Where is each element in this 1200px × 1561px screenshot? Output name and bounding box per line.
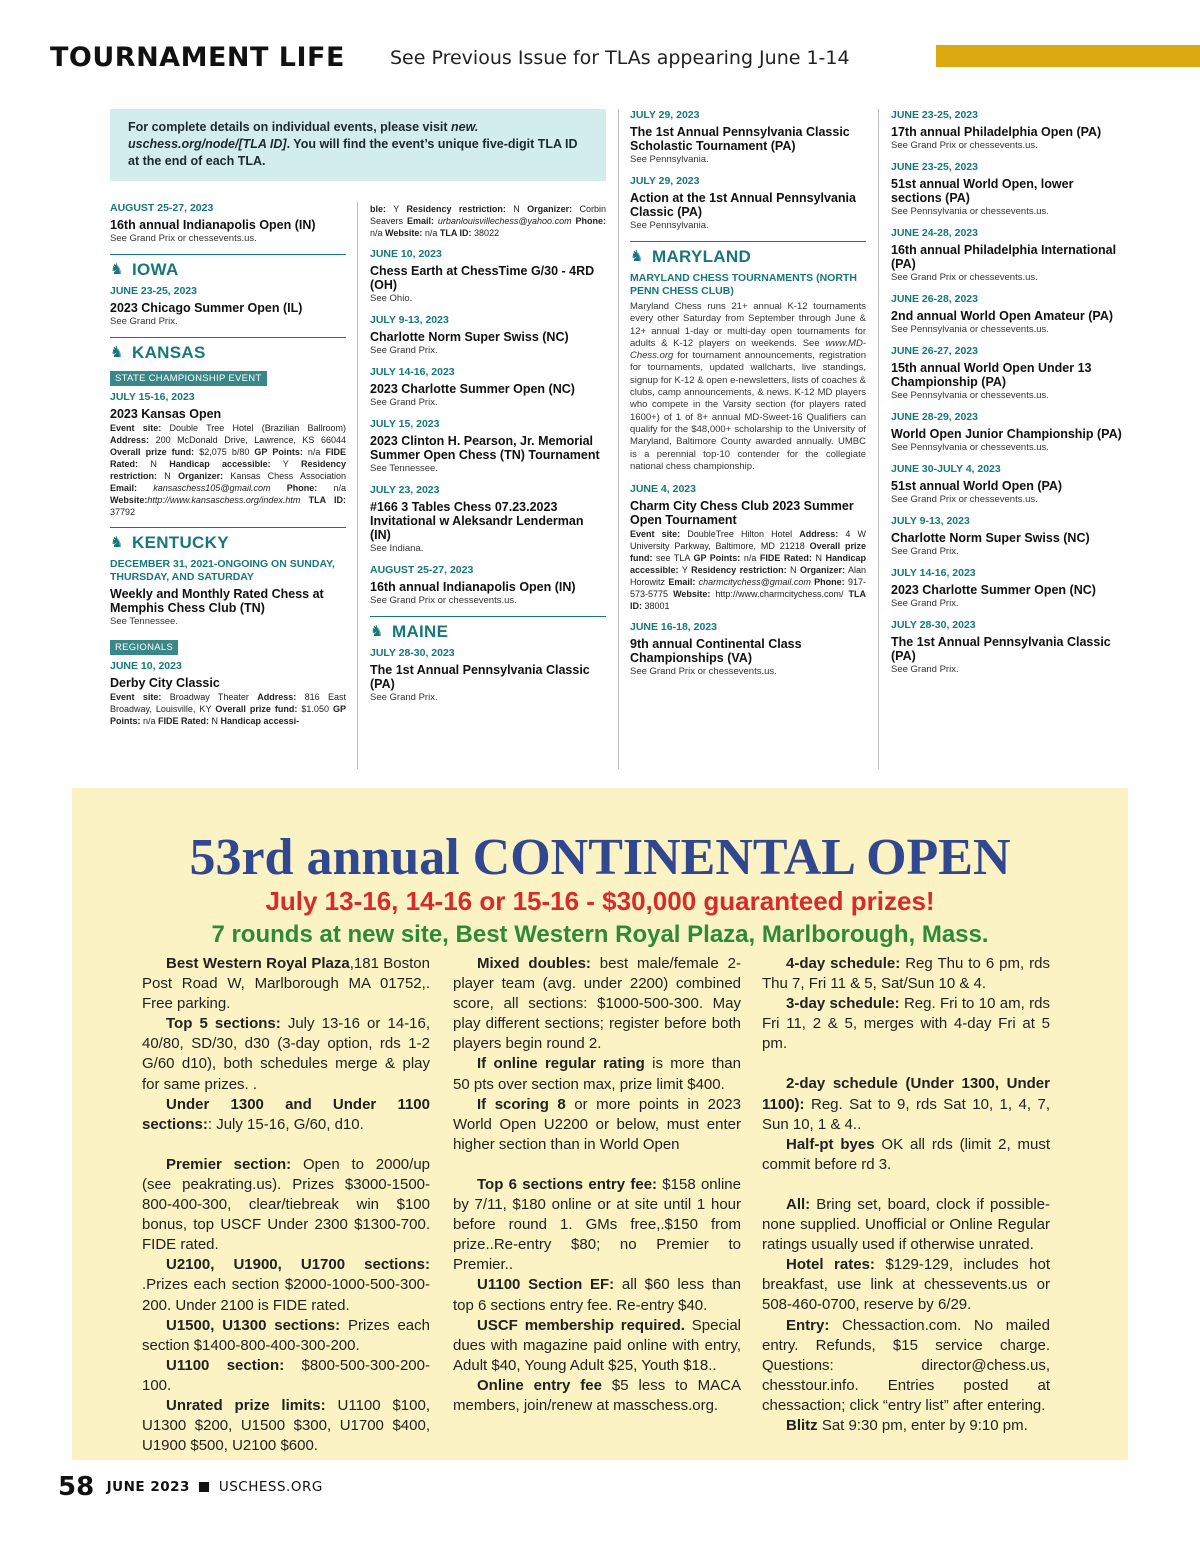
chess-piece-icon: ♞ <box>110 533 124 551</box>
event-listing: JULY 9-13, 2023 Charlotte Norm Super Swiss (NC) See Grand Prix. <box>370 314 569 356</box>
state-header-kansas: ♞ KANSAS <box>110 337 346 363</box>
event-listing: JUNE 26-27, 2023 15th annual World Open Under 13 Championship (PA) See Pennsylvania or chessevents.us. <box>891 345 1092 401</box>
md-chess-link[interactable]: www.MD-Chess.org <box>630 337 866 362</box>
state-header-maryland: ♞ MARYLAND <box>630 241 866 267</box>
event-listing: JUNE 23-25, 2023 2023 Chicago Summer Open (IL) See Grand Prix. <box>110 285 303 327</box>
issue-month: JUNE 2023 <box>106 1479 190 1495</box>
tla-link[interactable]: new. uschess.org/node/[TLA ID] <box>128 120 479 151</box>
event-listing: JULY 29, 2023 Action at the 1st Annual Pennsylvania Classic (PA) See Pennsylvania. <box>630 175 856 231</box>
event-listing: JULY 15, 2023 2023 Clinton H. Pearson, Jr. Memorial Summer Open Chess (TN) Tournament See Tennessee. <box>370 418 600 474</box>
section-title: TOURNAMENT LIFE <box>50 42 345 73</box>
event-listing: JUNE 10, 2023 Derby City Classic Event site: Broadway Theater Address: 816 East Broadway, Louisville, KY Overall prize fund: $1.050 GP Points: n/a FIDE Rated: N Handicap accessi- <box>110 660 346 726</box>
event-listing: JULY 9-13, 2023 Charlotte Norm Super Swiss (NC) See Grand Prix. <box>891 515 1090 557</box>
chess-piece-icon: ♞ <box>630 247 644 265</box>
event-listing: JUNE 16-18, 2023 9th annual Continental Class Championships (VA) See Grand Prix or chessevents.us. <box>630 621 802 678</box>
event-listing-continued: ble: Y Residency restriction: N Organizer: Corbin Seavers Email: urbanlouisvillechess@yahoo.com Phone: n/a Website: n/a TLA ID: 38022 <box>370 204 606 238</box>
square-separator <box>199 1482 209 1492</box>
state-header-iowa: ♞ IOWA <box>110 254 346 280</box>
ad-subtitle-site: 7 rounds at new site, Best Western Royal Plaza, Marlborough, Mass. <box>211 921 989 948</box>
ad-subtitle-dates: July 13-16, 14-16 or 15-16 - $30,000 guaranteed prizes! <box>265 886 935 916</box>
chess-piece-icon: ♞ <box>370 622 384 640</box>
column-1 <box>110 202 346 736</box>
continental-open-ad <box>72 788 1128 1460</box>
column-divider <box>618 109 619 769</box>
column-2 <box>370 202 606 713</box>
page-number: 58 <box>58 1472 95 1502</box>
ad-title: 53rd annual CONTINENTAL OPEN <box>189 829 1011 886</box>
event-listing: AUGUST 25-27, 2023 16th annual Indianapolis Open (IN) See Grand Prix or chessevents.us. <box>110 202 316 244</box>
event-listing: JUNE 23-25, 2023 17th annual Philadelphia Open (PA) See Grand Prix or chessevents.us. <box>891 109 1102 151</box>
info-box: For complete details on individual events, please visit new. uschess.org/node/[TLA ID]. You will find the event’s unique five-digit TLA ID at the end of each TLA. <box>110 109 606 181</box>
ad-column-3: 4-day schedule: Reg Thu to 6 pm, rds Thu 7, Fri 11 & 5, Sat/Sun 10 & 4. 3-day schedule: Reg. Fri to 10 am, rds Fri 11, 2 & 5, merges with 4-day Fri at 5 pm. 2-day schedule (Under 1300, Under 1100): Reg. Sat to 9, rds Sat 10, 1, 4, 7, Sun 10, 1 & 4.. Half-pt byes OK all rds (limit 2, must commit before rd 3. All: Bring set, board, clock if possible-none supplied. Unofficial or Online Regular ratings usually used if otherwise unrated. Hotel rates: $129-129, includes hot breakfast, use link at chessevents.us or 508-460-0700, reserve by 6/29. Entry: Chessaction.com. No mailed entry. Refunds, $15 service charge. Questions: director@chess.us, chesstour.info. Entries posted at chessaction; click “entry list” after entering. Blitz Sat 9:30 pm, enter by 9:10 pm. <box>762 955 1051 1434</box>
email-link[interactable]: kansaschess105@gmail.com <box>137 483 271 493</box>
event-listing: JULY 15-16, 2023 2023 Kansas Open Event site: Double Tree Hotel (Brazilian Ballroom) Address: 200 McDonald Drive, Lawrence, KS 66044 Overall prize fund: $2,075 b/80 GP Points: n/a FIDE Rated: N Handicap accessible: Y Residency restriction: N Organizer: Kansas Chess Association Email: kansaschess105@gmail.com Phone: n/a Website:http://www.kansaschess.org/index.htm TLA ID: 37792 <box>110 391 347 517</box>
chess-piece-icon: ♞ <box>110 343 124 361</box>
event-listing: JUNE 23-25, 2023 51st annual World Open, lower sections (PA) See Pennsylvania or chessevents.us. <box>891 161 1074 217</box>
event-listing: JULY 14-16, 2023 2023 Charlotte Summer Open (NC) See Grand Prix. <box>370 366 575 408</box>
email-link[interactable]: charmcitychess@gmail.com <box>695 577 811 588</box>
ad-column-1: Best Western Royal Plaza,181 Boston Post Road W, Marlborough MA 01752,. Free parking. Top 5 sections: July 13-16 or 14-16, 40/80, SD/30, d30 (3-day option, rds 1-2 G/60 d10), both schedules merge & play for same prizes. . Under 1300 and Under 1100 sections:: July 15-16, G/60, d10. Premier section: Open to 2000/up (see peakrating.us). Prizes $3000-1500-800-400-300, clear/tiebreak win $100 bonus, top USCF Under 2300 $1300-700. FIDE rated. U2100, U1900, U1700 sections: .Prizes each section $2000-1000-500-300-200. Under 2100 is FIDE rated. U1500, U1300 sections: Prizes each section $1400-800-400-300-200. U1100 section: $800-500-300-200-100. Unrated prize limits: U1100 $100, U1300 $200, U1500 $300, U1700 $400, U1900 $500, U2100 $600. <box>142 955 431 1455</box>
website-link[interactable]: http://www.kansaschess.org/index.htm <box>147 495 301 505</box>
event-listing: DECEMBER 31, 2021-ONGOING ON SUNDAY, THURSDAY, AND SATURDAY Weekly and Monthly Rated Chess at Memphis Chess Club (TN) See Tennessee. <box>110 558 335 627</box>
event-listing: JUNE 4, 2023 Charm City Chess Club 2023 Summer Open Tournament Event site: DoubleTree Hilton Hotel Address: 4 W University Parkway, Baltimore, MD 21218 Overall prize fund: see TLA GP Points: n/a FIDE Rated: N Handicap accessible: Y Residency restriction: N Organizer: Alan Horowitz Email: charmcitychess@gmail.com Phone: 917-573-5775 Website: http://www.charmcitychess.com/ TLA ID: 38001 <box>630 483 866 612</box>
email-link[interactable]: urbanlouisvillechess@yahoo.com <box>433 216 572 226</box>
column-divider <box>878 109 879 769</box>
section-subtitle: See Previous Issue for TLAs appearing June 1-14 <box>390 47 850 69</box>
event-listing: JULY 28-30, 2023 The 1st Annual Pennsylvania Classic (PA) See Grand Prix. <box>370 647 590 703</box>
event-listing: JUNE 24-28, 2023 16th annual Philadelphia International (PA) See Grand Prix or chessevents.us. <box>891 227 1117 283</box>
event-listing: JULY 14-16, 2023 2023 Charlotte Summer Open (NC) See Grand Prix. <box>891 567 1096 609</box>
chess-piece-icon: ♞ <box>110 260 124 278</box>
event-listing: JUNE 10, 2023 Chess Earth at ChessTime G/30 - 4RD (OH) See Ohio. <box>370 248 595 304</box>
column-divider <box>357 202 358 769</box>
state-header-kentucky: ♞ KENTUCKY <box>110 527 346 553</box>
maryland-chess-tournaments: MARYLAND CHESS TOURNAMENTS (NORTH PENN CHESS CLUB) Maryland Chess runs 21+ annual K-12 tournaments every other Saturday from September through June & 12+ annual 1-day or multi-day open tournaments for adults & K-12 players on weekends. See www.MD-Chess.org for tournament announcements, registration for tournaments, updated wallcharts, live standings, signup for K-12 & open e-newsletters, lists of coaches & clubs, camp announcements, & news. K-12 MD players who compete in the Varsity section (for players rated 1600+) of 1 of 8+ annual MD-Sweet-16 Qualifiers can qualify for the $48,000+ scholarship to the University of Maryland, Baltimore County awarded annually. UMBC is a perennial top-10 contender for the collegiate national chess championship. <box>630 272 866 472</box>
regionals-tag: REGIONALS <box>110 640 178 655</box>
state-header-maine: ♞ MAINE <box>370 616 606 642</box>
event-listing: JUNE 28-29, 2023 World Open Junior Championship (PA) See Pennsylvania or chessevents.us. <box>891 411 1122 453</box>
event-listing: AUGUST 25-27, 2023 16th annual Indianapolis Open (IN) See Grand Prix or chessevents.us. <box>370 564 576 606</box>
state-championship-tag: STATE CHAMPIONSHIP EVENT <box>110 371 267 386</box>
column-3 <box>630 109 866 687</box>
event-listing: JULY 23, 2023 #166 3 Tables Chess 07.23.2023 Invitational w Aleksandr Lenderman (IN) See Indiana. <box>370 484 584 554</box>
event-listing: JUNE 26-28, 2023 2nd annual World Open Amateur (PA) See Pennsylvania or chessevents.us. <box>891 293 1114 335</box>
event-listing: JULY 29, 2023 The 1st Annual Pennsylvania Classic Scholastic Tournament (PA) See Pennsylvania. <box>630 109 850 165</box>
page-footer <box>58 1472 323 1502</box>
column-4 <box>891 109 1127 685</box>
site-name: USCHESS.ORG <box>218 1479 323 1495</box>
page-header <box>50 40 1200 76</box>
event-listing: JULY 28-30, 2023 The 1st Annual Pennsylvania Classic (PA) See Grand Prix. <box>891 619 1111 675</box>
website-link[interactable]: http://www.charmcitychess.com/ <box>710 589 849 600</box>
header-accent-bar <box>936 45 1200 67</box>
event-listing: JUNE 30-JULY 4, 2023 51st annual World Open (PA) See Grand Prix or chessevents.us. <box>891 463 1063 505</box>
ad-column-2: Mixed doubles: best male/female 2-player team (avg. under 2200) combined score, all sections: $1000-500-300. May play different sections; register before both players begin round 2. If online regular rating is more than 50 pts over section max, prize limit $400. If scoring 8 or more points in 2023 World Open U2200 or below, must enter higher section than in World Open Top 6 sections entry fee: $158 online by 7/11, $180 online or at site until 1 hour before round 1. GMs free,.$150 from prize..Re-entry $80; no Premier to Premier.. U1100 Section EF: all $60 less than top 6 sections entry fee. Re-entry $40. USCF membership required. Special dues with magazine paid online with entry, Adult $40, Young Adult $25, Youth $18.. Online entry fee $5 less to MACA members, join/renew at masschess.org. <box>453 955 741 1414</box>
